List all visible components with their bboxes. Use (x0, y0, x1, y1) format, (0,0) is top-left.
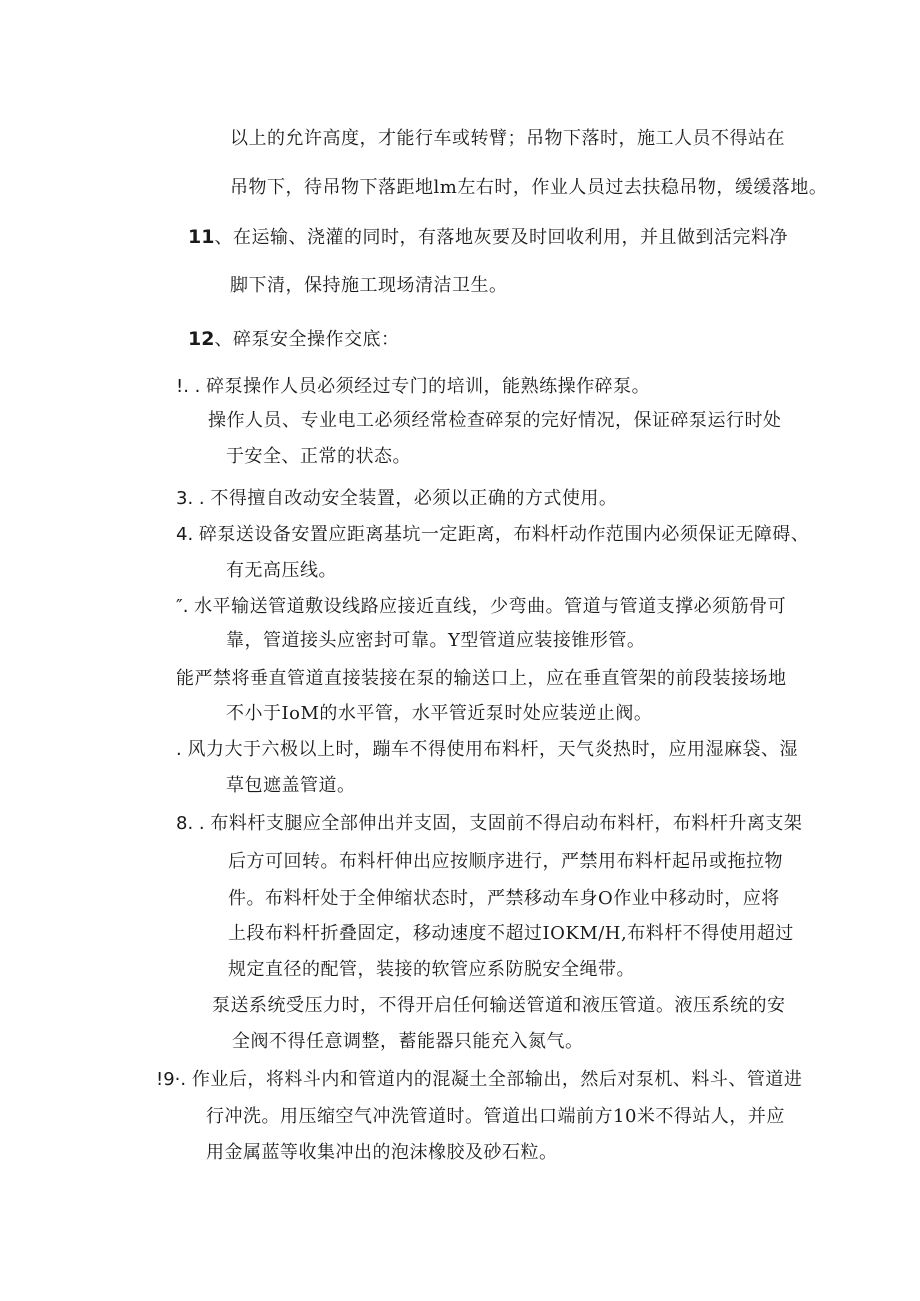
paragraph-line: 规定直径的配管，装接的软管应系防脱安全绳带。 (228, 959, 635, 980)
list-item-5: ″. 水平输送管道敷设线路应接近直线，少弯曲。管道与管道支撑必须筋骨可 (176, 596, 787, 617)
list-item-9-indent: 泵送系统受压力时，不得开启任何输送管道和液压管道。液压系统的安 (212, 995, 786, 1016)
paragraph-line: 于安全、正常的状态。 (226, 446, 411, 467)
paragraph-line: 以上的允许高度，才能行车或转臂；吊物下落时，施工人员不得站在 (230, 128, 785, 149)
list-item-12: 12、碎泵安全操作交底： (188, 328, 400, 350)
item-marker: !. . (176, 376, 207, 397)
item-marker: ″. (176, 596, 195, 617)
paragraph-line: 草包遮盖管道。 (226, 775, 356, 796)
paragraph-line: 全阀不得任意调整，蓄能器只能充入氮气。 (232, 1031, 584, 1052)
paragraph-line: 后方可回转。布料杆伸出应按顺序进行，严禁用布料杆起吊或拖拉物 (228, 851, 783, 872)
list-item-3: 3. . 不得擅自改动安全装置，必须以正确的方式使用。 (176, 488, 618, 509)
item-number: 12 (188, 328, 215, 350)
paragraph-line: 有无高压线。 (226, 560, 337, 581)
list-item-11: 11、在运输、浇灌的同时，有落地灰要及时回收利用，并且做到活完料净 (188, 226, 788, 248)
item-number: 11 (188, 226, 215, 248)
list-item-4: 4. 碎泵送设备安置应距离基坑一定距离，布料杆动作范围内必须保证无障碍、 (176, 524, 810, 545)
item-marker: 3. . (176, 488, 211, 509)
list-item-1: !. . 碎泵操作人员必须经过专门的培训，能熟练操作碎泵。 (176, 376, 651, 397)
item-marker: . (176, 739, 188, 760)
paragraph-line: 上段布料杆折叠固定，移动速度不超过IOKM/H,布料杆不得使用超过 (228, 923, 794, 944)
paragraph-line: 脚下清，保持施工现场清洁卫生。 (230, 275, 508, 296)
item-marker: 8. . (176, 813, 211, 834)
list-item-6: 能严禁将垂直管道直接装接在泵的输送口上，应在垂直管架的前段装接场地 (176, 668, 787, 689)
list-item-2: 操作人员、专业电工必须经常检查碎泵的完好情况，保证碎泵运行时处 (208, 410, 782, 431)
paragraph-line: 行冲洗。用压缩空气冲洗管道时。管道出口端前方10米不得站人，并应 (206, 1106, 785, 1127)
paragraph-line: 不小于IoM的水平管，水平管近泵时处应装逆止阀。 (226, 703, 653, 724)
item-marker: 4. (176, 524, 199, 545)
paragraph-line: 靠，管道接头应密封可靠。Y型管道应装接锥形管。 (226, 630, 646, 651)
list-item-7: . 风力大于六极以上时，蹦车不得使用布料杆，天气炎热时，应用湿麻袋、湿 (176, 739, 798, 760)
list-item-10: !9·. 作业后，将料斗内和管道内的混凝土全部输出，然后对泵机、料斗、管道进 (156, 1069, 803, 1090)
item-marker: !9·. (156, 1069, 192, 1090)
paragraph-line: 吊物下，待吊物下落距地lm左右时，作业人员过去扶稳吊物，缓缓落地。 (230, 177, 828, 198)
paragraph-line: 件。布料杆处于全伸缩状态时，严禁移动车身O作业中移动时，应将 (228, 888, 780, 909)
paragraph-line: 用金属蓝等收集冲出的泡沫橡胶及砂石粒。 (206, 1142, 558, 1163)
list-item-8: 8. . 布料杆支腿应全部伸出并支固，支固前不得启动布料杆，布料杆升离支架 (176, 813, 803, 834)
